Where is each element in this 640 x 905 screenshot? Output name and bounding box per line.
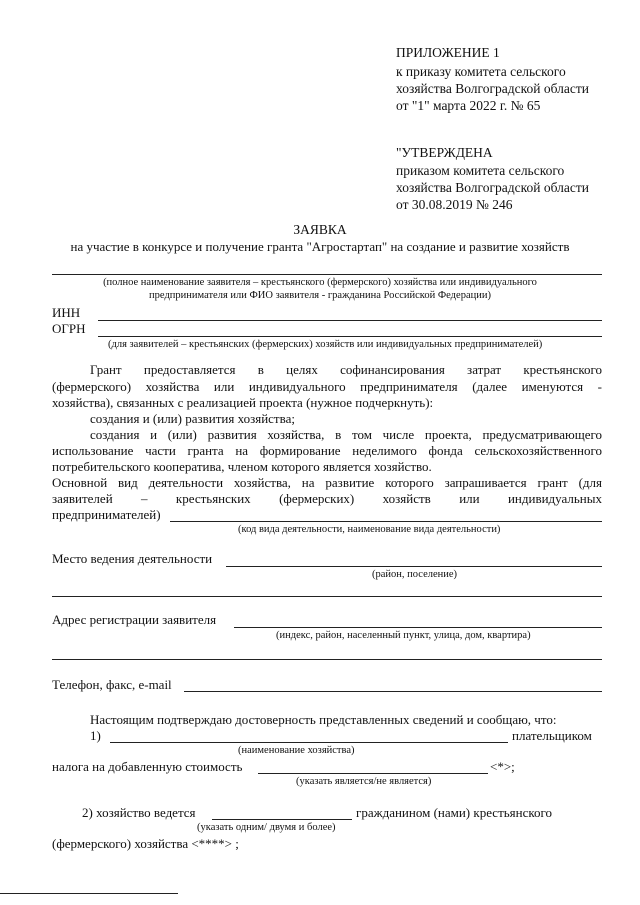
- appendix-line: от "1" марта 2022 г. № 65: [396, 98, 541, 113]
- inn-field[interactable]: [98, 320, 602, 321]
- approved-line: приказом комитета сельского: [396, 163, 565, 178]
- citizens-count-caption: (указать одним/ двумя и более): [197, 822, 336, 833]
- activity-caption: (код вида деятельности, наименование вида деятельности): [238, 524, 501, 535]
- address-field-extra[interactable]: [52, 659, 602, 660]
- address-label: Адрес регистрации заявителя: [52, 612, 217, 627]
- grant-option-2[interactable]: создания и (или) развития хозяйства, в том числе проекта, предусматривающего: [90, 427, 602, 442]
- appendix-line: хозяйства Волгоградской области: [396, 81, 589, 96]
- ogrn-caption: (для заявителей – крестьянских (фермерских) хозяйств или индивидуальных предпринимателей): [108, 339, 543, 350]
- appendix-title: ПРИЛОЖЕНИЕ 1: [396, 45, 500, 60]
- confirm-item2: 2) хозяйство ведется: [82, 805, 196, 820]
- ogrn-label: ОГРН: [52, 321, 86, 336]
- citizens-count-field[interactable]: [212, 819, 352, 820]
- place-label: Место ведения деятельности: [52, 551, 213, 566]
- confirm-item2-tail: гражданином (нами) крестьянского: [356, 805, 553, 820]
- activity-text: заявителей – крестьянских (фермерских) хозяйств или индивидуальных: [52, 491, 602, 506]
- activity-text: Основной вид деятельности хозяйства, на развитие которого запрашивается грант (для: [52, 475, 602, 490]
- footnote-separator: [0, 893, 178, 894]
- confirm-intro: Настоящим подтверждаю достоверность представленных сведений и сообщаю, что:: [90, 712, 557, 727]
- contacts-label: Телефон, факс, e-mail: [52, 677, 172, 692]
- vat-label: налога на добавленную стоимость: [52, 759, 243, 774]
- grant-option-1[interactable]: создания и (или) развития хозяйства;: [90, 411, 295, 426]
- farm-name-caption: (наименование хозяйства): [238, 745, 355, 756]
- approved-line: от 30.08.2019 № 246: [396, 197, 513, 212]
- grant-text: Грант предоставляется в целях софинансирования затрат крестьянского: [90, 362, 602, 377]
- doc-subtitle: на участие в конкурсе и получение гранта "Агростартап" на создание и развитие хозяйств: [70, 239, 570, 254]
- approved-title: "УТВЕРЖДЕНА: [396, 145, 493, 160]
- applicant-name-line[interactable]: [52, 274, 602, 275]
- confirm-item1-tail: плательщиком: [512, 728, 592, 743]
- contacts-field[interactable]: [184, 691, 602, 692]
- farm-name-field[interactable]: [110, 742, 508, 743]
- address-field[interactable]: [234, 627, 602, 628]
- address-caption: (индекс, район, населенный пункт, улица, дом, квартира): [276, 630, 531, 641]
- grant-text: хозяйства), связанных с реализацией проекта (нужное подчеркнуть):: [52, 395, 434, 410]
- place-field-extra[interactable]: [52, 596, 602, 597]
- grant-text: (фермерского) хозяйства или индивидуального предпринимателя (далее именуются -: [52, 379, 602, 394]
- doc-title: ЗАЯВКА: [293, 222, 347, 237]
- applicant-caption: (полное наименование заявителя – крестьянского (фермерского) хозяйства или индивидуального: [103, 277, 537, 288]
- place-field[interactable]: [226, 566, 602, 567]
- vat-mark: <*>;: [490, 759, 515, 774]
- inn-label: ИНН: [52, 305, 81, 320]
- appendix-line: к приказу комитета сельского: [396, 64, 566, 79]
- place-caption: (район, поселение): [372, 569, 458, 580]
- confirm-item2-end: (фермерского) хозяйства <****> ;: [52, 836, 239, 851]
- vat-field[interactable]: [258, 773, 488, 774]
- ogrn-field[interactable]: [98, 336, 602, 337]
- confirm-item1-num: 1): [90, 728, 101, 743]
- grant-option-2-cont: потребительского кооператива, членом которого является хозяйство.: [52, 459, 432, 474]
- vat-caption: (указать является/не является): [296, 776, 432, 787]
- activity-text: предпринимателей): [52, 507, 161, 522]
- approved-line: хозяйства Волгоградской области: [396, 180, 589, 195]
- applicant-caption: предпринимателя или ФИО заявителя - гражданина Российской Федерации): [149, 290, 491, 301]
- activity-field[interactable]: [170, 521, 602, 522]
- grant-option-2-cont: использование части гранта на формирование неделимого фонда сельскохозяйственного: [52, 443, 602, 458]
